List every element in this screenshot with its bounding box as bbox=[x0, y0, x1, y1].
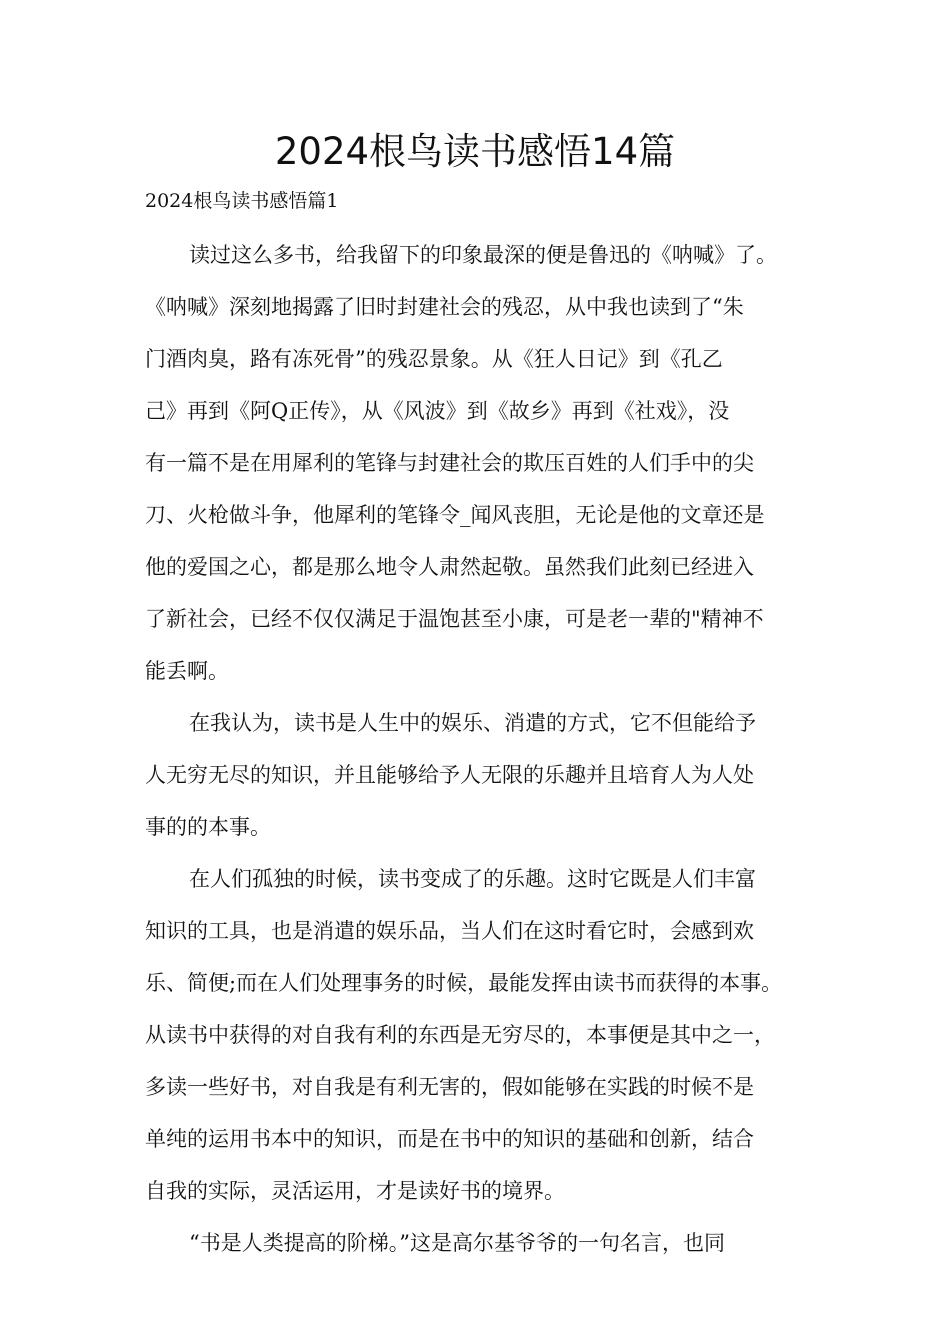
text-line: 《呐喊》深刻地揭露了旧时封建社会的残忍，从中我也读到了“朱 bbox=[145, 295, 744, 319]
text-line: 自我的实际，灵活运用，才是读好书的境界。 bbox=[145, 1179, 565, 1203]
document-title: 2024根鸟读书感悟14篇 bbox=[274, 130, 676, 173]
text-line: 乐、简便;而在人们处理事务的时候，最能发挥由读书而获得的本事。 bbox=[145, 971, 783, 995]
text-line: 有一篇不是在用犀利的笔锋与封建社会的欺压百姓的人们手中的尖 bbox=[145, 451, 754, 475]
text-line: 门酒肉臭，路有冻死骨”的残忍景象。从《狂人日记》到《孔乙 bbox=[145, 347, 723, 371]
text-line: 单纯的运用书本中的知识，而是在书中的知识的基础和创新，结合 bbox=[145, 1127, 754, 1151]
text-line: 在人们孤独的时候，读书变成了的乐趣。这时它既是人们丰富 bbox=[189, 867, 756, 891]
text-line: 刀、火枪做斗争，他犀利的笔锋令_闻风丧胆，无论是他的文章还是 bbox=[145, 503, 765, 527]
text-line: 多读一些好书，对自我是有利无害的，假如能够在实践的时候不是 bbox=[145, 1075, 754, 1099]
text-line: 知识的工具，也是消遣的娱乐品，当人们在这时看它时，会感到欢 bbox=[145, 919, 754, 943]
text-line: 读过这么多书，给我留下的印象最深的便是鲁迅的《呐喊》了。 bbox=[189, 243, 777, 267]
document-body bbox=[145, 235, 782, 1275]
text-line: 己》再到《阿Q正传》，从《风波》到《故乡》再到《社戏》，没 bbox=[145, 399, 730, 423]
text-line: 能丢啊。 bbox=[145, 659, 229, 683]
text-line: 了新社会，已经不仅仅满足于温饱甚至小康，可是老一辈的"精神不 bbox=[145, 607, 764, 631]
text-line: 从读书中获得的对自我有利的东西是无穷尽的，本事便是其中之一， bbox=[145, 1023, 775, 1047]
text-line: 他的爱国之心，都是那么地令人肃然起敬。虽然我们此刻已经进入 bbox=[145, 555, 754, 579]
text-line: 在我认为，读书是人生中的娱乐、消遣的方式，它不但能给予 bbox=[189, 711, 756, 735]
text-line: “书是人类提高的阶梯。”这是高尔基爷爷的一句名言，也同 bbox=[189, 1231, 725, 1255]
section-heading: 2024根鸟读书感悟篇1 bbox=[145, 190, 339, 212]
text-line: 事的的本事。 bbox=[145, 815, 271, 839]
text-line: 人无穷无尽的知识，并且能够给予人无限的乐趣并且培育人为人处 bbox=[145, 763, 754, 787]
